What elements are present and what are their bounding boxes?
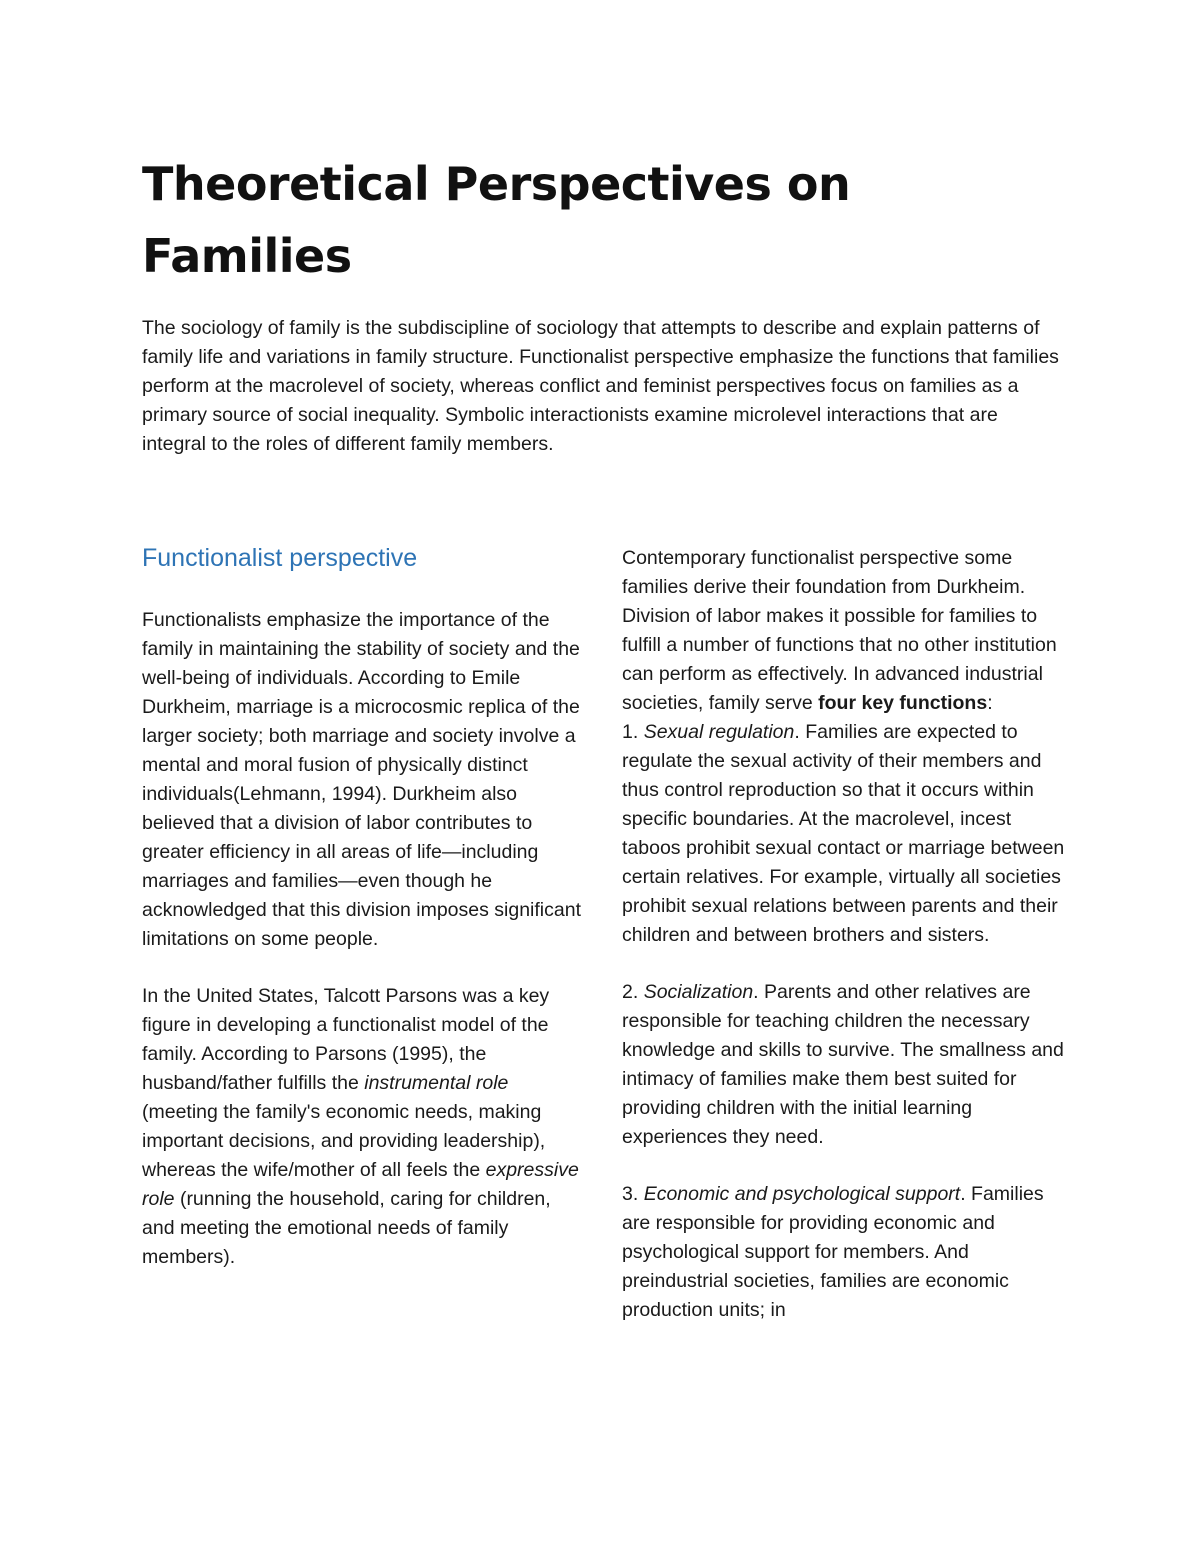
expressive-role-term: expressive role xyxy=(142,1159,579,1210)
durkheim-paragraph: Functionalists emphasize the importance of the family in maintaining the stability of society and the well-being of individuals. According to Emile Durkheim, marriage is a microcosmic replica of the larger society; both marriage and society involve a mental and moral fusion of physically distinct individuals(Lehmann, 1994). Durkheim also believed that a division of labor contributes to greater efficiency in all areas of life—including marriages and families—even though he acknowledged that this division imposes significant limitations on some people. xyxy=(142,609,581,950)
item-1-text: . Families are expected to regulate the sexual activity of their members and thus control reproduction so that it occurs within specific boundaries. At the macrolevel, incest taboos prohibit sexual contact or marriage between certain relatives. For example, virtually all societies prohibit sexual relations between parents and their children and between brothers and sisters. xyxy=(622,721,1065,946)
title-line-1: Theoretical Perspectives on xyxy=(142,157,851,211)
socialization-term: Socialization xyxy=(643,981,754,1003)
item-1-number: 1. xyxy=(622,721,639,743)
functions-intro-colon: : xyxy=(987,692,993,714)
item-2-text: . Parents and other relatives are responsible for teaching children the necessary knowledge and skills to survive. The smallness and intimacy of families make them best suited for providing children with the initial learning experiences they need. xyxy=(622,981,1064,1148)
sexual-regulation-term: Sexual regulation xyxy=(643,721,795,743)
page-title xyxy=(142,148,1082,292)
section-heading-functionalist: Functionalist perspective xyxy=(142,544,418,572)
parsons-text-3: (running the household, caring for children, and meeting the emotional needs of family members). xyxy=(142,1188,551,1268)
parsons-text-1: In the United States, Talcott Parsons was a key figure in developing a functionalist model of the family. According to Parsons (1995), the husband/father fulfills the xyxy=(142,985,550,1094)
socialization-paragraph xyxy=(622,978,1067,1152)
four-key-functions-bold: four key functions xyxy=(818,692,988,714)
title-line-2: Families xyxy=(142,229,352,283)
right-column xyxy=(622,544,1067,1353)
economic-support-paragraph xyxy=(622,1180,1067,1325)
left-column xyxy=(142,540,582,1300)
parsons-paragraph xyxy=(142,982,582,1272)
functions-intro-text: Contemporary functionalist perspective some families derive their foundation from Durkheim. Division of labor makes it possible for families to fulfill a number of functions that no other institution can perform as effectively. In advanced industrial societies, family serve xyxy=(622,547,1057,714)
intro-paragraph: The sociology of family is the subdiscipline of sociology that attempts to describe and explain patterns of family life and variations in family structure. Functionalist perspective emphasize the functions that families perform at the macrolevel of society, whereas conflict and feminist perspectives focus on families as a primary source of social inequality. Symbolic interactionists examine microlevel interactions that are integral to the roles of different family members. xyxy=(142,317,1059,455)
item-2-number: 2. xyxy=(622,981,639,1003)
economic-support-term: Economic and psychological support xyxy=(643,1183,961,1205)
parsons-text-2: (meeting the family's economic needs, making important decisions, and providing leadership), whereas the wife/mother of all feels the xyxy=(142,1101,546,1181)
instrumental-role-term: instrumental role xyxy=(364,1072,509,1094)
functions-intro-paragraph xyxy=(622,544,1067,950)
item-3-number: 3. xyxy=(622,1183,639,1205)
item-3-text: . Families are responsible for providing economic and psychological support for members. And preindustrial societies, families are economic production units; in xyxy=(622,1183,1044,1321)
